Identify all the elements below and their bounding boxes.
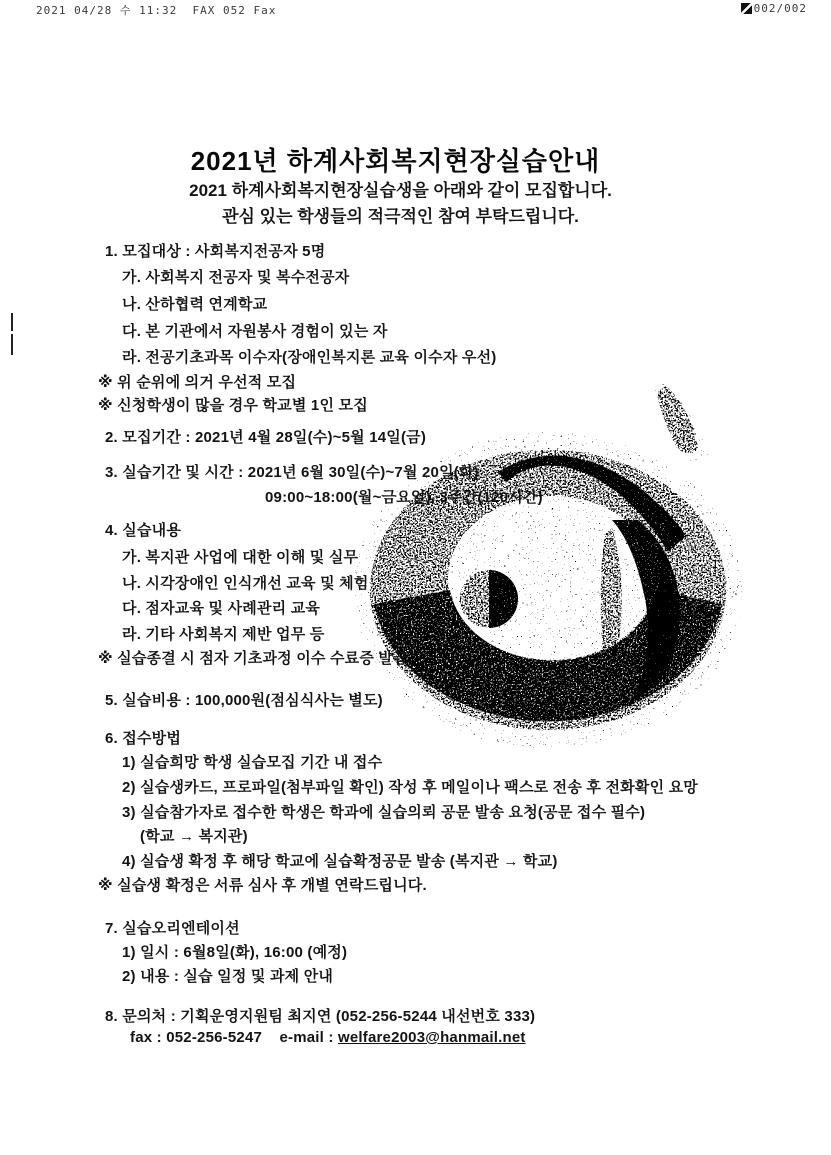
section-1-item-na: 나. 산하협력 연계학교 (122, 296, 268, 313)
section-4-item-ra: 라. 기타 사회복지 제반 업무 등 (122, 626, 325, 643)
section-1-item-ga: 가. 사회복지 전공자 및 복수전공자 (122, 269, 350, 286)
email-link[interactable]: welfare2003@hanmail.net (337, 1029, 526, 1046)
section-6-heading: 6. 접수방법 (105, 730, 182, 747)
fax-label (177, 4, 192, 17)
section-5-heading: 5. 실습비용 : 100,000원(점심식사는 별도) (105, 692, 383, 709)
section-6-item-4: 4) 실습생 확정 후 해당 학교에 실습확정공문 발송 (복지관 → 학교) (122, 853, 558, 870)
section-1-heading: 1. 모집대상 : 사회복지전공자 5명 (105, 243, 326, 260)
section-1-note-2: ※ 신청학생이 많을 경우 학교별 1인 모집 (98, 397, 368, 414)
section-7-item-2: 2) 내용 : 실습 일정 및 과제 안내 (122, 968, 334, 985)
fax-header-left (36, 2, 276, 18)
section-6-item-1: 1) 실습희망 학생 실습모집 기간 내 접수 (122, 754, 383, 771)
fax-machine-icon (741, 3, 752, 14)
section-8-heading: 8. 문의처 : 기획운영지원팀 최지연 (052-256-5244 내선번호 333) (105, 1008, 536, 1025)
swirl-logo-watermark (330, 352, 800, 772)
section-4-item-na: 나. 시각장애인 인식개선 교육 및 체험 (122, 575, 369, 592)
section-7-item-1: 1) 일시 : 6월8일(화), 16:00 (예정) (122, 944, 348, 961)
section-2-heading: 2. 모집기간 : 2021년 4월 28일(수)~5월 14일(금) (105, 429, 427, 446)
section-4-item-ga: 가. 복지관 사업에 대한 이해 및 실무 (122, 549, 359, 566)
section-6-item-2: 2) 실습생카드, 프로파일(첨부파일 확인) 작성 후 메일이나 팩스로 전송 후 전화확인 요망 (122, 779, 699, 796)
scan-artifact-line (11, 313, 13, 331)
fax-page-counter: 002/002 (753, 2, 807, 15)
section-6-item-3: 3) 실습참가자로 접수한 학생은 학과에 실습의뢰 공문 발송 요청(공문 접수 필수) (122, 804, 646, 821)
fax-email-prefix: fax : 052-256-5247 e-mail : (130, 1029, 338, 1046)
intro-line-1: 2021 하계사회복지현장실습생을 아래와 같이 모집합니다. (189, 181, 612, 200)
section-4-heading: 4. 실습내용 (105, 522, 182, 539)
fax-line-label: FAX 052 Fax (192, 4, 277, 17)
section-4-item-da: 다. 점자교육 및 사례관리 교육 (122, 600, 321, 617)
scan-artifact-line (11, 334, 13, 355)
intro-line-2: 관심 있는 학생들의 적극적인 참여 부탁드립니다. (222, 207, 579, 226)
fax-header-right (741, 2, 807, 15)
section-1-note-1: ※ 위 순위에 의거 우선적 모집 (98, 374, 297, 391)
fax-datetime: 2021 04/28 수 11:32 (36, 4, 178, 17)
section-7-heading: 7. 실습오리엔테이션 (105, 920, 240, 937)
section-3-cont: 09:00~18:00(월~금요일), 3주간(120시간) (265, 489, 543, 506)
doc-title: 2021년 하계사회복지현장실습안내 (190, 146, 601, 176)
section-6-item-3-cont: (학교 → 복지관) (140, 828, 248, 845)
section-8-contact-line (130, 1029, 526, 1046)
section-1-item-ra: 라. 전공기초과목 이수자(장애인복지론 교육 이수자 우선) (122, 349, 497, 366)
section-3-heading: 3. 실습기간 및 시간 : 2021년 6월 30일(수)~7월 20일(화) (105, 464, 479, 481)
section-4-note-1: ※ 실습종결 시 점자 기초과정 이수 수료증 발급 (98, 650, 408, 667)
section-1-item-da: 다. 본 기관에서 자원봉사 경험이 있는 자 (122, 323, 388, 340)
section-6-note-1: ※ 실습생 확정은 서류 심사 후 개별 연락드립니다. (98, 877, 427, 894)
